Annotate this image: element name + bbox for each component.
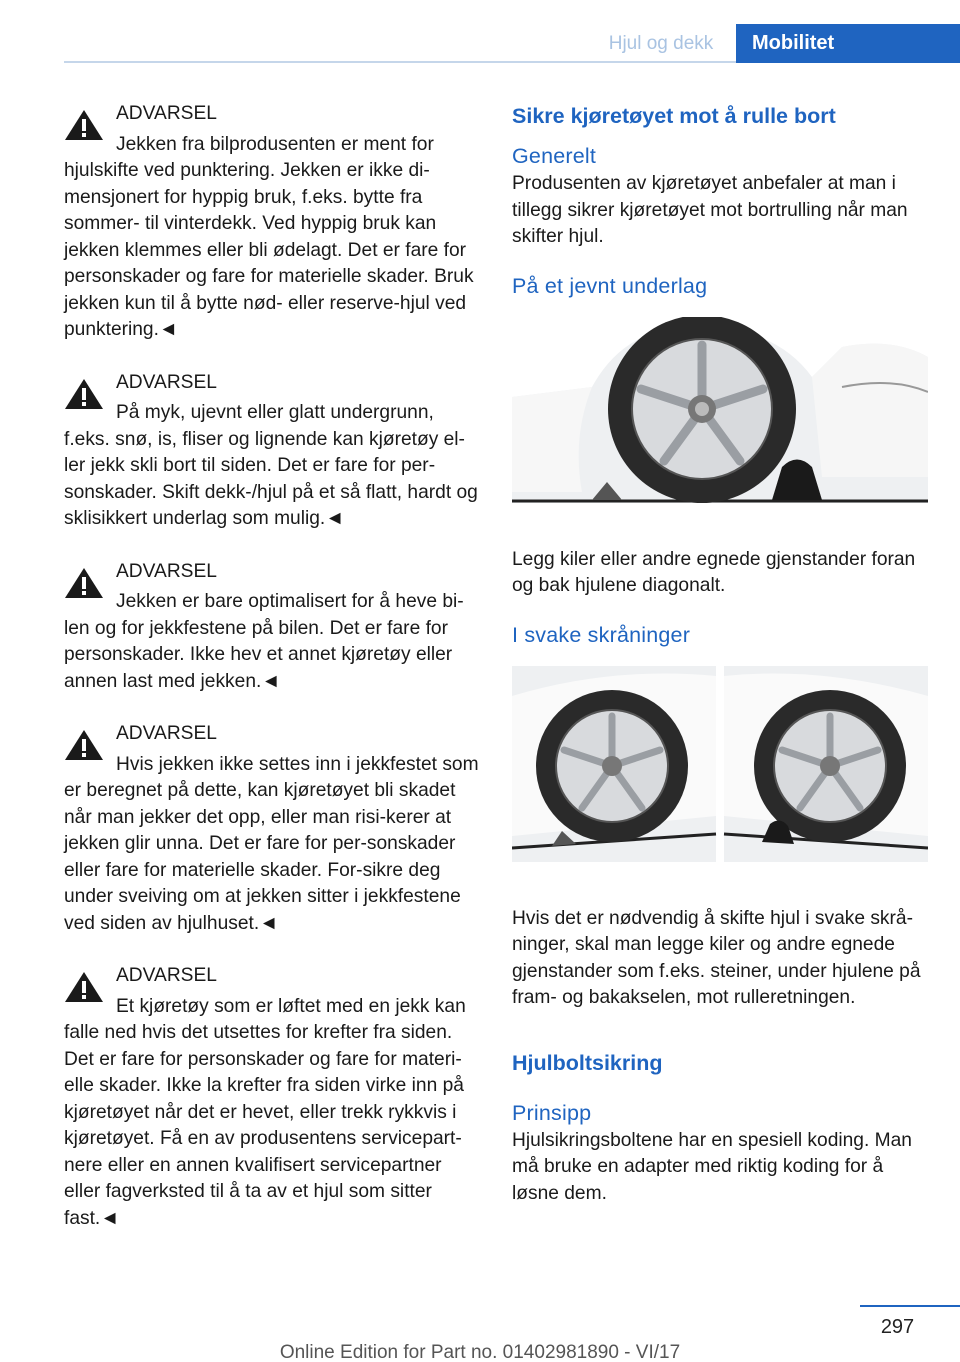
warning-text: Jekken er bare optimalisert for å heve bi-len og for jekkfestene på bilen. Det er fare for personskader. Ikke hev et annet kjøretøy eller annen last med jekken.◄ [64, 591, 464, 692]
warning-icon [64, 109, 104, 141]
warning-text: Et kjøretøy som er løftet med en jekk kan falle ned hvis det utsettes for krefter fra siden. Det er fare for personskader og fare for materi-elle skader. Ikke la krefter fra siden virke inn på kjøretøyet når det er hevet, eller trekk rykkvis i kjøretøyet. Få en av produsentens servicepart-nere eller en annen kvalifisert servicepartner eller fagverksted til å ta av et hjul som sitter fast.◄ [64, 995, 466, 1229]
warning-block [64, 101, 482, 344]
subheading-slope: I svake skråninger [512, 622, 691, 647]
warning-block [64, 721, 482, 937]
warning-block [64, 559, 482, 696]
warning-title: ADVARSEL [116, 965, 217, 986]
warning-title: ADVARSEL [116, 560, 217, 582]
subheading-general: Generelt [512, 144, 597, 168]
subheading-principle: Prinsipp [512, 1100, 592, 1125]
wheel-flat-ground-figure [512, 317, 928, 503]
warning-icon [64, 729, 104, 761]
paragraph-slope: Hvis det er nødvendig å skifte hjul i svake skrå-ninger, skal man legge kiler og andre egnede gjenstander som f.eks. steiner, under hjulene på fram- og bakakselen, mot rulleretningen. [512, 907, 921, 1008]
section-heading: Sikre kjøretøyet mot å rulle bort [512, 104, 836, 128]
paragraph-flat-ground: Legg kiler eller andre egnede gjenstander foran og bak hjulene diagonalt. [512, 548, 916, 596]
section-tab[interactable]: Hjul og dekk [608, 33, 714, 54]
warning-text: På myk, ujevnt eller glatt undergrunn, f.eks. snø, is, fliser og lignende kan kjøretøy el-ler jekk skli bort til siden. Det er fare for per-sonskader. Skift dekk-/hjul på et så flatt, hardt og sklisikkert underlag som mulig.◄ [64, 402, 478, 529]
subheading-flat-ground: På et jevnt underlag [512, 273, 708, 298]
warning-text: Jekken fra bilprodusenten er ment for hjulskifte ved punktering. Jekken er ikke di-mensjonert for hyppig bruk, f.eks. bytte fra sommer- til vinterdekk. Ved hyppig bruk kan jekken klemmes eller bli ødelagt. Det er fare for personskader og fare for materielle skader. Bruk jekken kun til å bytte nød- eller reserve-hjul ved punktering.◄ [64, 133, 474, 340]
wheel-slope-figure [512, 666, 928, 862]
warning-block [64, 963, 482, 1232]
section-heading-bolt: Hjulboltsikring [512, 1050, 663, 1075]
paragraph-principle: Hjulsikringsboltene har en spesiell koding. Man må bruke en adapter med riktig koding for å løsne dem. [512, 1129, 912, 1204]
warning-icon [64, 378, 104, 410]
warning-icon [64, 567, 104, 599]
footer-rule [860, 1305, 960, 1307]
warning-block [64, 370, 482, 533]
chapter-tab[interactable]: Mobilitet [736, 24, 960, 63]
content-column [512, 101, 932, 1207]
warning-title: ADVARSEL [116, 723, 217, 744]
edition-note: Online Edition for Part no. 01402981890 - VI/17 [279, 1342, 681, 1362]
warnings-column [64, 101, 482, 1258]
warning-title: ADVARSEL [116, 103, 217, 124]
warning-text: Hvis jekken ikke settes inn i jekkfestet som er beregnet på dette, kan kjøretøyet bli skadet når man jekker det opp, eller man risi-kerer at jekken glir unna. Det er fare for per-sonskader eller fare for materielle skader. For-sikre deg under sveiving om at jekken sitter i jekkfestene ved siden av hjulhuset.◄ [64, 753, 479, 934]
warning-icon [64, 971, 104, 1003]
warning-title: ADVARSEL [116, 371, 217, 393]
page-number: 297 [880, 1316, 915, 1338]
paragraph-general: Produsenten av kjøretøyet anbefaler at man i tillegg sikrer kjøretøyet mot bortrulling når man skifter hjul. [512, 173, 908, 247]
